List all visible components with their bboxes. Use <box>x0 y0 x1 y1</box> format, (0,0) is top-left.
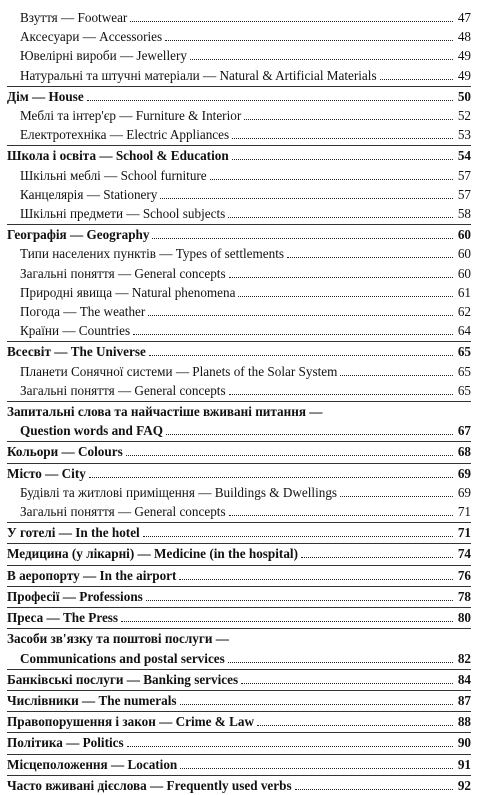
entry-title: Запитальні слова та найчастіше вживані питання — <box>7 404 323 420</box>
entry-title: Числівники — The numerals <box>7 692 177 708</box>
entry-title: Школа і освіта — School & Education <box>7 148 229 164</box>
toc-entry[interactable] <box>7 587 471 606</box>
entry-title: Аксесуари — Accessories <box>20 29 163 45</box>
page-number: 57 <box>457 186 471 202</box>
page-number: 58 <box>457 206 471 222</box>
page-number: 71 <box>457 504 471 520</box>
page-number: 60 <box>457 227 471 243</box>
page-number: 57 <box>457 167 471 183</box>
page-number: 78 <box>457 588 471 604</box>
entry-title: Географія — Geography <box>7 227 150 243</box>
entry-title: Електротехніка — Electric Appliances <box>20 127 230 143</box>
toc-entry[interactable] <box>7 629 471 648</box>
entry-title: В аеропорту — In the airport <box>7 567 177 583</box>
toc-entry[interactable] <box>7 146 471 165</box>
entry-title: Меблі та інтер'єр — Furniture & Interior <box>20 108 242 124</box>
toc-entry[interactable] <box>7 566 471 585</box>
dot-leader <box>380 79 453 80</box>
entry-title: Загальні поняття — General concepts <box>20 504 226 520</box>
toc-entry[interactable] <box>7 691 471 710</box>
entry-title: Типи населених пунктів — Types of settlements <box>20 246 285 262</box>
toc-subentry[interactable] <box>7 302 471 321</box>
entry-title: Шкільні предмети — School subjects <box>20 206 226 222</box>
dot-leader <box>180 768 453 769</box>
entry-title: У готелі — In the hotel <box>7 525 140 541</box>
page-number: 54 <box>457 148 471 164</box>
page-number: 65 <box>457 382 471 398</box>
toc-subentry[interactable] <box>7 483 471 502</box>
dot-leader <box>295 789 453 790</box>
entry-title: Загальні поняття — General concepts <box>20 382 226 398</box>
dot-leader <box>301 557 453 558</box>
entry-title: Шкільні меблі — School furniture <box>20 167 207 183</box>
dot-leader <box>179 579 453 580</box>
page-number: 49 <box>457 67 471 83</box>
toc-subentry[interactable] <box>7 264 471 283</box>
toc-entry[interactable] <box>7 464 471 483</box>
dot-leader <box>166 434 453 435</box>
toc-entry[interactable] <box>7 342 471 361</box>
page-number: 50 <box>457 88 471 104</box>
page-number: 76 <box>457 567 471 583</box>
entry-title: Медицина (у лікарні) — Medicine (in the hospital) <box>7 546 298 562</box>
entry-title: Взуття — Footwear <box>20 10 128 25</box>
entry-title: Часто вживані дієслова — Frequently used verbs <box>7 777 292 793</box>
toc-subentry[interactable] <box>7 66 471 85</box>
page-number: 68 <box>457 444 471 460</box>
dot-leader <box>126 455 453 456</box>
page-number: 67 <box>457 423 471 439</box>
dot-leader <box>87 100 453 101</box>
entry-title: Планети Сонячної системи — Planets of the Solar System <box>20 363 338 379</box>
dot-leader <box>130 21 453 22</box>
dot-leader <box>340 496 453 497</box>
page-number: 47 <box>457 10 471 25</box>
toc-subentry[interactable] <box>7 362 471 381</box>
toc-entry[interactable] <box>7 649 471 668</box>
dot-leader <box>241 683 453 684</box>
page-number: 88 <box>457 714 471 730</box>
page-number: 49 <box>457 48 471 64</box>
page-number: 80 <box>457 610 471 626</box>
dot-leader <box>229 277 453 278</box>
entry-title: Кольори — Colours <box>7 444 123 460</box>
toc-entry[interactable] <box>7 776 471 795</box>
entry-title: Правопорушення і закон — Crime & Law <box>7 714 254 730</box>
toc-entry[interactable] <box>7 755 471 774</box>
toc-entry[interactable] <box>7 712 471 731</box>
page-number: 71 <box>457 525 471 541</box>
dot-leader <box>340 375 453 376</box>
page-number: 48 <box>457 29 471 45</box>
toc-entry[interactable] <box>7 442 471 461</box>
entry-title: Місто — City <box>7 465 86 481</box>
dot-leader <box>229 515 453 516</box>
entry-title: Загальні поняття — General concepts <box>20 265 226 281</box>
dot-leader <box>287 257 453 258</box>
page-number: 65 <box>457 344 471 360</box>
dot-leader <box>238 296 453 297</box>
toc-subentry[interactable] <box>7 244 471 263</box>
entry-title: Місцеположення — Location <box>7 756 178 772</box>
dot-leader <box>146 600 453 601</box>
page-number: 65 <box>457 363 471 379</box>
dot-leader <box>244 119 453 120</box>
page-number: 87 <box>457 692 471 708</box>
dot-leader <box>121 621 453 622</box>
entry-title: Communications and postal services <box>20 650 225 666</box>
entry-title: Question words and FAQ <box>20 423 164 439</box>
entry-title: Професії — Professions <box>7 588 143 604</box>
dot-leader <box>165 40 453 41</box>
entry-title: Преса — The Press <box>7 610 119 626</box>
page-number: 82 <box>457 650 471 666</box>
entry-title: Політика — Politics <box>7 735 124 751</box>
dot-leader <box>210 179 453 180</box>
page-number: 64 <box>457 323 471 339</box>
toc-entry[interactable] <box>7 733 471 752</box>
entry-title: Країни — Countries <box>20 323 131 339</box>
toc-subentry[interactable] <box>7 321 471 340</box>
dot-leader <box>127 746 453 747</box>
toc-subentry[interactable] <box>7 27 471 46</box>
dot-leader <box>232 159 453 160</box>
toc-subentry[interactable] <box>7 125 471 144</box>
entry-title: Всесвіт — The Universe <box>7 344 146 360</box>
toc-subentry[interactable] <box>7 283 471 302</box>
dot-leader <box>152 238 453 239</box>
toc-subentry[interactable] <box>7 166 471 185</box>
entry-title: Натуральні та штучні матеріали — Natural & Artificial Materials <box>20 67 377 83</box>
dot-leader <box>228 662 453 663</box>
toc-subentry[interactable] <box>7 46 471 65</box>
toc-entry[interactable] <box>7 421 471 440</box>
toc-entry[interactable] <box>7 670 471 689</box>
toc-subentry[interactable] <box>7 8 471 27</box>
page-number: 69 <box>457 465 471 481</box>
page-number: 84 <box>457 671 471 687</box>
toc-entry[interactable] <box>7 523 471 542</box>
dot-leader <box>180 704 453 705</box>
entry-title: Банківські послуги — Banking services <box>7 671 239 687</box>
toc-subentry[interactable] <box>7 204 471 223</box>
dot-leader <box>257 725 453 726</box>
dot-leader <box>232 138 453 139</box>
page-number: 60 <box>457 246 471 262</box>
entry-title: Природні явища — Natural phenomena <box>20 284 236 300</box>
page-number: 92 <box>457 777 471 793</box>
entry-title: Погода — The weather <box>20 304 146 320</box>
toc-subentry[interactable] <box>7 185 471 204</box>
dot-leader <box>133 334 453 335</box>
page-number: 74 <box>457 546 471 562</box>
dot-leader <box>89 477 453 478</box>
page-number: 60 <box>457 265 471 281</box>
dot-leader <box>149 355 453 356</box>
dot-leader <box>229 394 453 395</box>
toc-entry[interactable] <box>7 608 471 627</box>
toc-entry[interactable] <box>7 544 471 563</box>
page-number: 53 <box>457 127 471 143</box>
entry-title: Дім — House <box>7 88 84 104</box>
entry-title: Будівлі та житлові приміщення — Buildings & Dwellings <box>20 484 338 500</box>
page-number: 90 <box>457 735 471 751</box>
dot-leader <box>160 198 453 199</box>
entry-title: Засоби зв'язку та поштові послуги — <box>7 631 229 647</box>
page-number: 61 <box>457 284 471 300</box>
dot-leader <box>228 217 453 218</box>
page-number: 91 <box>457 756 471 772</box>
dot-leader <box>143 536 453 537</box>
entry-title: Ювелірні вироби — Jewellery <box>20 48 187 64</box>
entry-title: Канцелярія — Stationery <box>20 186 158 202</box>
toc-subentry[interactable] <box>7 106 471 125</box>
toc-subentry[interactable] <box>7 381 471 400</box>
toc-entry[interactable] <box>7 225 471 244</box>
page-number: 69 <box>457 484 471 500</box>
dot-leader <box>190 59 453 60</box>
toc-subentry[interactable] <box>7 502 471 521</box>
dot-leader <box>148 315 453 316</box>
toc-entry[interactable] <box>7 402 471 421</box>
page-number: 52 <box>457 108 471 124</box>
toc-entry[interactable] <box>7 87 471 106</box>
page-number: 62 <box>457 304 471 320</box>
